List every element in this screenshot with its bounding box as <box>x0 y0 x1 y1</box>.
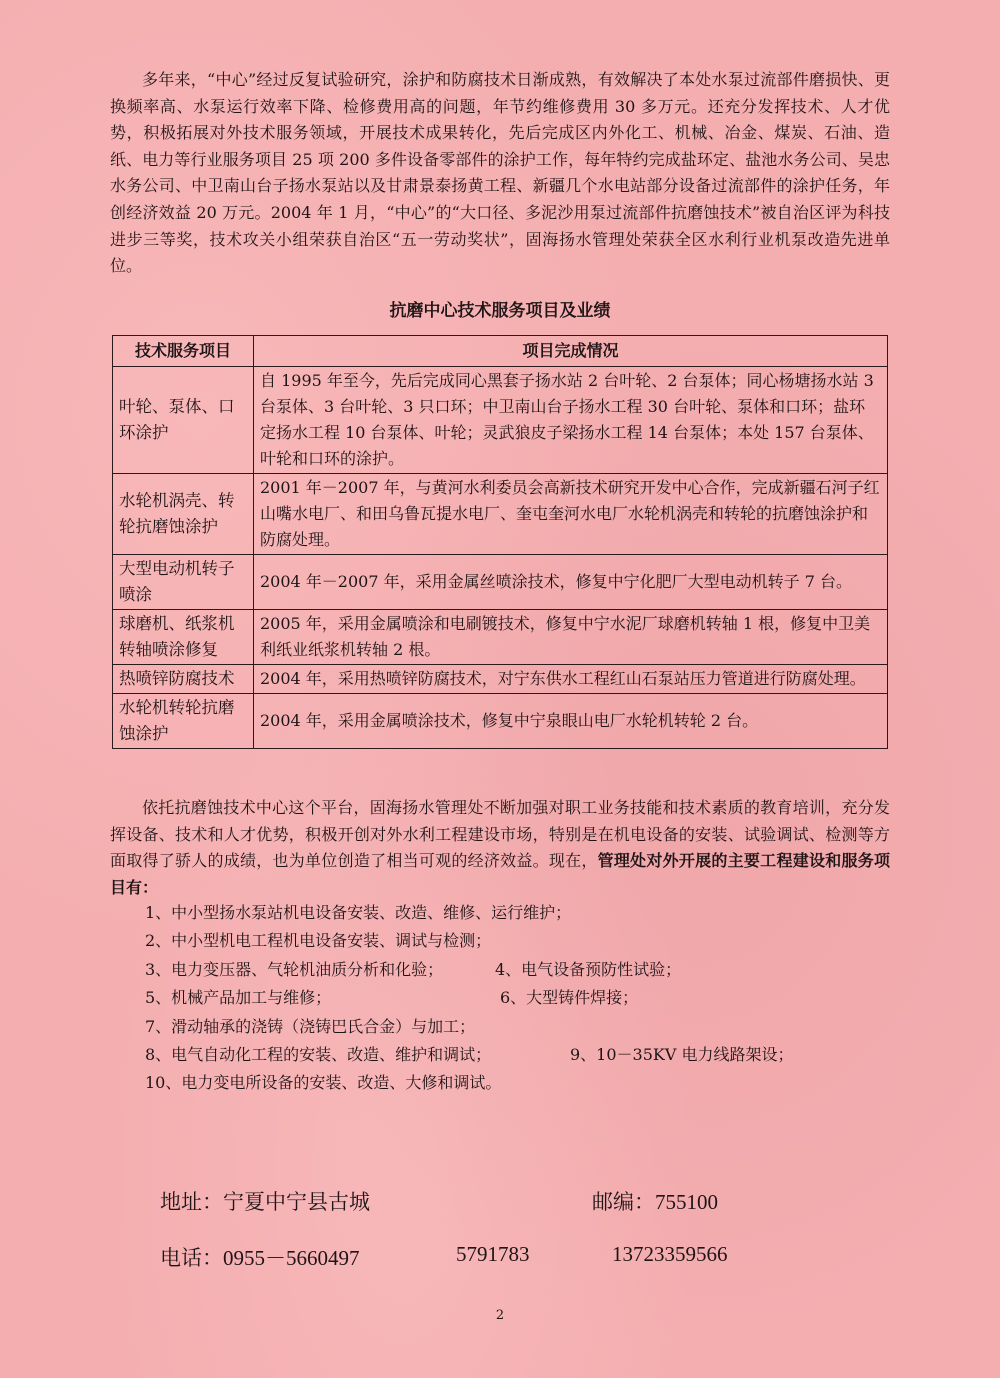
services-list <box>145 900 905 1099</box>
header-project: 技术服务项目 <box>113 336 254 367</box>
table-row <box>113 665 888 694</box>
table-row <box>113 610 888 665</box>
service-item: 4、电气设备预防性试验； <box>495 959 682 979</box>
table-title: 抗磨中心技术服务项目及业绩 <box>389 301 611 321</box>
header-detail: 项目完成情况 <box>254 336 888 367</box>
row-detail: 2001 年－2007 年，与黄河水利委员会高新技术研究开发中心合作，完成新疆石河子红山嘴水电厂、和田乌鲁瓦提水电厂、奎屯奎河水电厂水轮机涡壳和转轮的抗磨蚀涂护和防腐处理。 <box>254 474 888 555</box>
list-item <box>145 985 905 1013</box>
row-detail: 2004 年－2007 年，采用金属丝喷涂技术，修复中宁化肥厂大型电动机转子 7 台。 <box>254 555 888 610</box>
service-item: 1、中小型扬水泵站机电设备安装、改造、维修、运行维护； <box>145 903 572 922</box>
service-item: 6、大型铸件焊接； <box>500 988 639 1008</box>
service-table <box>112 335 888 749</box>
service-item: 5、机械产品加工与维修； <box>145 988 332 1008</box>
service-item: 7、滑动轴承的浇铸（浇铸巴氏合金）与加工； <box>145 1016 476 1036</box>
postcode: 邮编：755100 <box>592 1190 718 1214</box>
row-detail: 2005 年，采用金属喷涂和电刷镀技术，修复中宁水泥厂球磨机转轴 1 根，修复中卫美利纸业纸浆机转轴 2 根。 <box>254 610 888 665</box>
second-paragraph-bold: 管理处对外开展的主要工程建设和服务项目有： <box>110 851 890 897</box>
table-header-row <box>113 336 888 367</box>
table-row <box>113 555 888 610</box>
row-detail: 2004 年，采用热喷锌防腐技术，对宁东供水工程红山石泵站压力管道进行防腐处理。 <box>254 665 888 694</box>
row-project: 球磨机、纸浆机转轴喷涂修复 <box>113 610 254 665</box>
list-item <box>145 957 905 985</box>
row-detail: 2004 年，采用金属喷涂技术，修复中宁泉眼山电厂水轮机转轮 2 台。 <box>254 694 888 749</box>
list-item <box>145 900 905 928</box>
second-paragraph <box>110 795 890 901</box>
phone-primary: 电话：0955－5660497 <box>160 1246 360 1270</box>
second-paragraph-text: 依托抗磨蚀技术中心这个平台，固海扬水管理处不断加强对职工业务技能和技术素质的教育培训，充分发挥设备、技术和人才优势，积极开创对外水利工程建设市场，特别是在机电设备的安装、试验调试、检测等方面取得了骄人的成绩，也为单位创造了相当可观的经济效益。现在， <box>110 798 890 871</box>
phone-mobile: 13723359566 <box>612 1242 728 1266</box>
intro-paragraph: 多年来，“中心”经过反复试验研究，涂护和防腐技术日渐成熟，有效解决了本处水泵过流部件磨损快、更换频率高、水泵运行效率下降、检修费用高的问题，年节约维修费用 30 多万元。还充分发挥技术、人才优势，积极拓展对外技术服务领域，开展技术成果转化，先后完成区内外化工、机械、冶金、煤炭、石油、造纸、电力等行业服务项目 25 项 200 多件设备零部件的涂护工作，每年特约完成盐环定、盐池水务公司、吴忠水务公司、中卫南山台子扬水泵站以及甘肃景泰扬黄工程、新疆几个水电站部分设备过流部件的涂护任务，年创经济效益 20 万元。2004 年 1 月，“中心”的“大口径、多泥沙用泵过流部件抗磨蚀技术”被自治区评为科技进步三等奖，技术攻关小组荣获自治区“五一劳动奖状”，固海扬水管理处荣获全区水利行业机泵改造先进单位。 <box>110 70 890 276</box>
list-item <box>145 1014 905 1042</box>
row-project: 水轮机涡壳、转轮抗磨蚀涂护 <box>113 474 254 555</box>
service-item: 2、中小型机电工程机电设备安装、调试与检测； <box>145 931 492 951</box>
row-project: 大型电动机转子喷涂 <box>113 555 254 610</box>
list-item <box>145 1070 905 1098</box>
service-item: 3、电力变压器、气轮机油质分析和化验； <box>145 959 444 979</box>
row-project: 叶轮、泵体、口环涂护 <box>113 367 254 474</box>
table-row <box>113 367 888 474</box>
table-row <box>113 694 888 749</box>
address: 地址：宁夏中宁县古城 <box>160 1190 370 1214</box>
row-project: 水轮机转轮抗磨蚀涂护 <box>113 694 254 749</box>
service-item: 10、电力变电所设备的安装、改造、大修和调试。 <box>145 1073 502 1093</box>
page-number: 2 <box>495 1308 505 1323</box>
table-row <box>113 474 888 555</box>
list-item <box>145 1042 905 1070</box>
row-detail: 自 1995 年至今，先后完成同心黑套子扬水站 2 台叶轮、2 台泵体；同心杨塘扬水站 3 台泵体、3 台叶轮、3 只口环；中卫南山台子扬水工程 30 台叶轮、泵体和口环；盐环定扬水工程 10 台泵体、叶轮；灵武狼皮子梁扬水工程 14 台泵体；本处 157 台泵体、叶轮和口环的涂护。 <box>254 367 888 474</box>
service-item: 9、10－35KV 电力线路架设； <box>570 1044 794 1064</box>
row-project: 热喷锌防腐技术 <box>113 665 254 694</box>
phone-secondary: 5791783 <box>456 1242 530 1266</box>
list-item <box>145 928 905 956</box>
service-item: 8、电气自动化工程的安装、改造、维护和调试； <box>145 1044 492 1064</box>
